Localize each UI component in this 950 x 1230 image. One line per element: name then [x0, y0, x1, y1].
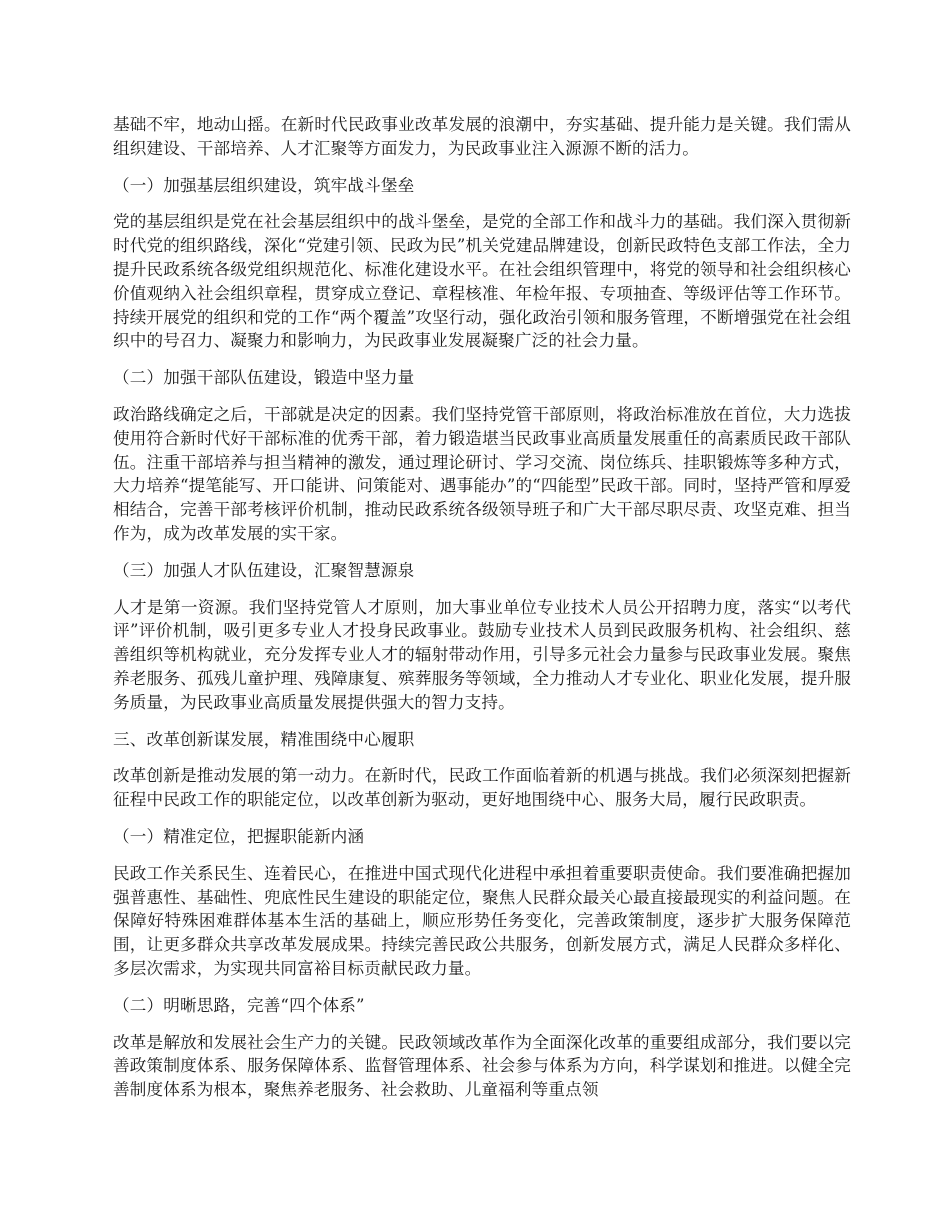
section-heading-four-systems: （二）明晰思路，完善“四个体系” [113, 995, 365, 1015]
paragraph-four-systems: 改革是解放和发展社会生产力的关键。民政领域改革作为全面深化改革的重要组成部分，我们要以完善政策制度体系、服务保障体系、监督管理体系、社会参与体系为方向，科学谋划和推进。以健全完善制度体系为根本，聚焦养老服务、社会救助、儿童福利等重点领 [113, 1032, 851, 1100]
section-heading-cadres: （二）加强干部队伍建设，锻造中坚力量 [113, 368, 415, 388]
paragraph-grassroots: 党的基层组织是党在社会基层组织中的战斗堡垒，是党的全部工作和战斗力的基础。我们深入贯彻新时代党的组织路线，深化“党建引领、民政为民”机关党建品牌建设，创新民政特色支部工作法，全力提升民政系统各级党组织规范化、标准化建设水平。在社会组织管理中，将党的领导和社会组织核心价值观纳入社会组织章程，贯穿成立登记、章程核准、年检年报、专项抽查、等级评估等工作环节。持续开展党的组织和党的工作“两个覆盖”攻坚行动，强化政治引领和服务管理，不断增强党在社会组织中的号召力、凝聚力和影响力，为民政事业发展凝聚广泛的社会力量。 [113, 212, 851, 351]
paragraph-reform: 改革创新是推动发展的第一动力。在新时代，民政工作面临着新的机遇与挑战。我们必须深刻把握新征程中民政工作的职能定位，以改革创新为驱动，更好地围绕中心、服务大局，履行民政职责。 [113, 766, 851, 810]
document-page [113, 113, 851, 1102]
paragraph-positioning: 民政工作关系民生、连着民心，在推进中国式现代化进程中承担着重要职责使命。我们要准确把握加强普惠性、基础性、兜底性民生建设的职能定位，聚焦人民群众最关心最直接最现实的利益问题。在保障好特殊困难群体基本生活的基础上，顺应形势任务变化，完善政策制度，逐步扩大服务保障范围，让更多群众共享改革发展成果。持续完善民政公共服务，创新发展方式，满足人民群众多样化、多层次需求，为实现共同富裕目标贡献民政力量。 [113, 863, 851, 978]
paragraph-cadres: 政治路线确定之后，干部就是决定的因素。我们坚持党管干部原则，将政治标准放在首位，大力选拔使用符合新时代好干部标准的优秀干部，着力锻造堪当民政事业高质量发展重任的高素质民政干部队伍。注重干部培养与担当精神的激发，通过理论研讨、学习交流、岗位练兵、挂职锻炼等多种方式，大力培养“提笔能写、开口能讲、问策能对、遇事能办”的“四能型”民政干部。同时，坚持严管和厚爱相结合，完善干部考核评价机制，推动民政系统各级领导班子和广大干部尽职尽责、攻坚克难、担当作为，成为改革发展的实干家。 [113, 404, 851, 543]
chapter-heading-reform: 三、改革创新谋发展，精准围绕中心履职 [113, 729, 415, 749]
intro-paragraph: 基础不牢，地动山摇。在新时代民政事业改革发展的浪潮中，夯实基础、提升能力是关键。我们需从组织建设、干部培养、人才汇聚等方面发力，为民政事业注入源源不断的活力。 [113, 115, 851, 158]
section-heading-grassroots: （一）加强基层组织建设，筑牢战斗堡垒 [113, 175, 415, 195]
section-heading-positioning: （一）精准定位，把握职能新内涵 [113, 826, 365, 846]
section-heading-talent: （三）加强人才队伍建设，汇聚智慧源泉 [113, 560, 415, 580]
paragraph-talent: 人才是第一资源。我们坚持党管人才原则，加大事业单位专业技术人员公开招聘力度，落实“以考代评”评价机制，吸引更多专业人才投身民政事业。鼓励专业技术人员到民政服务机构、社会组织、慈善组织等机构就业，充分发挥专业人才的辐射带动作用，引导多元社会力量参与民政事业发展。聚焦养老服务、孤残儿童护理、残障康复、殡葬服务等领域，全力推动人才专业化、职业化发展，提升服务质量，为民政事业高质量发展提供强大的智力支持。 [113, 597, 851, 712]
